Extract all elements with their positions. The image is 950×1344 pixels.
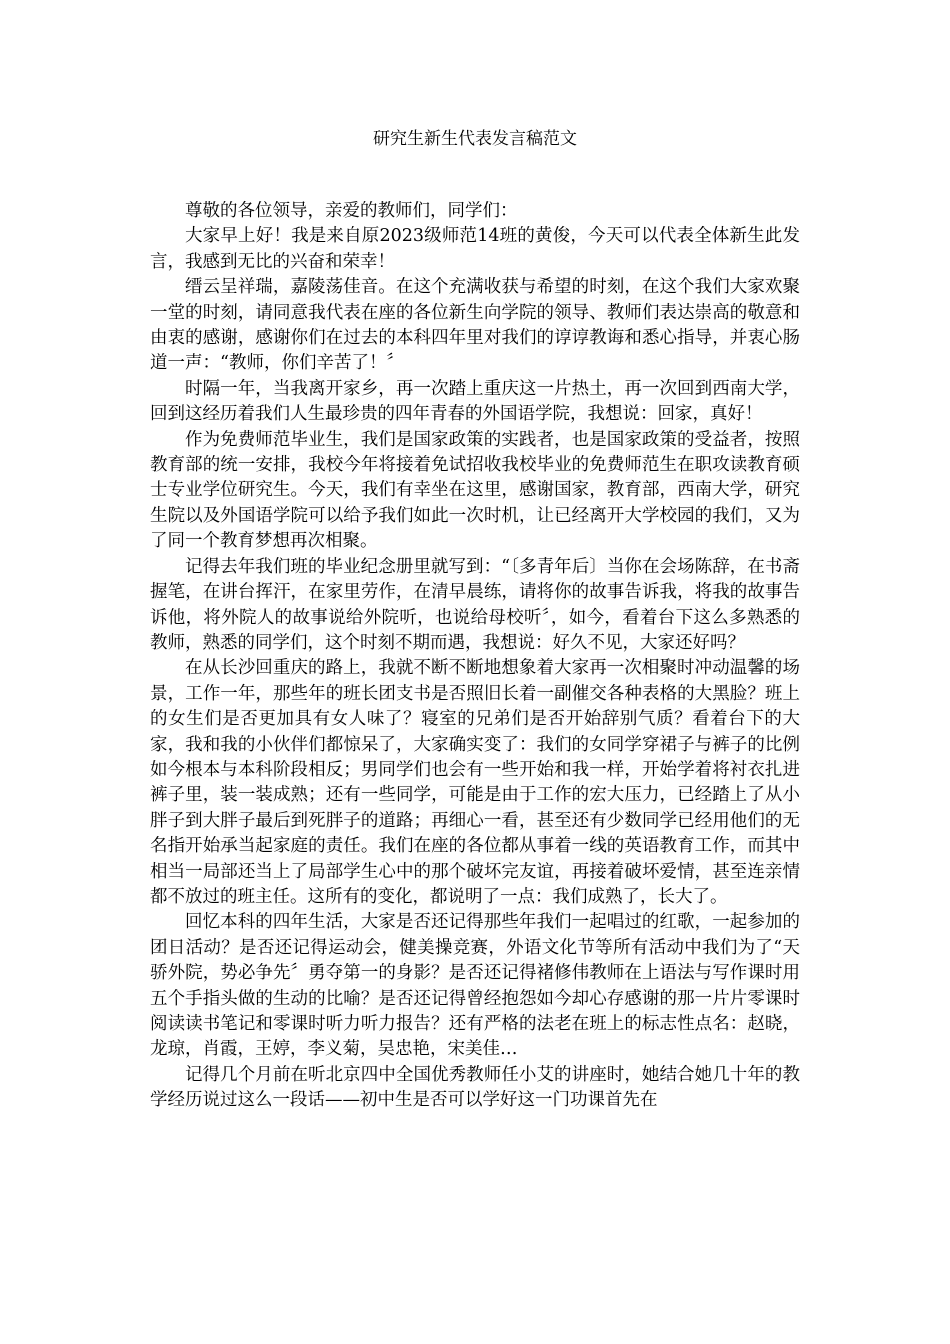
- body-paragraph: 作为免费师范毕业生，我们是国家政策的实践者，也是国家政策的受益者，按照教育部的统一安排，我校今年将接着免试招收我校毕业的免费师范生在职攻读教育硕士专业学位研究生。今天，我们有幸坐在这里，感谢国家，教育部，西南大学，研究生院以及外国语学院可以给予我们如此一次时机，让已经离开大学校园的我们，又为了同一个教育梦想再次相聚。: [150, 429, 800, 552]
- body-paragraph: 记得几个月前在听北京四中全国优秀教师任小艾的讲座时，她结合她几十年的教学经历说过这么一段话——初中生是否可以学好这一门功课首先在: [150, 1064, 800, 1111]
- document-body: [150, 199, 800, 1114]
- body-paragraph: 回忆本科的四年生活，大家是否还记得那些年我们一起唱过的红歌，一起参加的团日活动？是否还记得运动会，健美操竞赛，外语文化节等所有活动中我们为了“天骄外院，势必争先〞勇夺第一的身影？是否还记得褚修伟教师在上语法与写作课时用五个手指头做的生动的比喻？是否还记得曾经抱怨如今却心存感谢的那一片片零课时阅读读书笔记和零课时听力听力报告？还有严格的法老在班上的标志性点名：赵晓，龙琼，肖霞，王婷，李义菊，吴忠艳，宋美佳…: [150, 912, 800, 1060]
- body-paragraph: 时隔一年，当我离开家乡，再一次踏上重庆这一片热土，再一次回到西南大学，回到这经历着我们人生最珍贵的四年青春的外国语学院，我想说：回家，真好！: [150, 378, 800, 425]
- document-title: 研究生新生代表发言稿范文: [373, 129, 577, 149]
- body-paragraph: 记得去年我们班的毕业纪念册里就写到：“〔多青年后〕当你在会场陈辞，在书斋握笔，在讲台挥汗，在家里劳作，在清早晨练，请将你的故事告诉我，将我的故事告诉他，将外院人的故事说给外院听，也说给母校听〞，如今，看着台下这么多熟悉的教师，熟悉的同学们，这个时刻不期而遇，我想说：好久不见，大家还好吗？: [150, 556, 800, 653]
- body-paragraph: 缙云呈祥瑞，嘉陵荡佳音。在这个充满收获与希望的时刻，在这个我们大家欢聚一堂的时刻，请同意我代表在座的各位新生向学院的领导、教师们表达崇高的敬意和由衷的感谢，感谢你们在过去的本科四年里对我们的谆谆教诲和悉心指导，并衷心肠道一声：“教师，你们辛苦了！〞: [150, 277, 800, 374]
- body-paragraph: 在从长沙回重庆的路上，我就不断不断地想象着大家再一次相聚时冲动温馨的场景，工作一年，那些年的班长团支书是否照旧长着一副催交各种表格的大黑脸？班上的女生们是否更加具有女人味了？寝室的兄弟们是否开始辞别气质？看着台下的大家，我和我的小伙伴们都惊呆了，大家确实变了：我们的女同学穿裙子与裤子的比例如今根本与本科阶段相反；男同学们也会有一些开始和我一样，开始学着将衬衣扎进裤子里，装一装成熟；还有一些同学，可能是由于工作的宏大压力，已经踏上了从小胖子到大胖子最后到死胖子的道路；再细心一看，甚至还有少数同学已经用他们的无名指开始承当起家庭的责任。我们在座的各位都从事着一线的英语教育工作，而其中相当一局部还当上了局部学生心中的那个破坏完友谊，再接着破坏爱情，甚至连亲情都不放过的班主任。这所有的变化，都说明了一点：我们成熟了，长大了。: [150, 658, 800, 907]
- body-paragraph: 大家早上好！我是来自原2023级师范14班的黄俊，今天可以代表全体新生此发言，我感到无比的兴奋和荣幸！: [150, 226, 800, 272]
- salutation-paragraph: 尊敬的各位领导，亲爱的教师们，同学们：: [185, 201, 518, 221]
